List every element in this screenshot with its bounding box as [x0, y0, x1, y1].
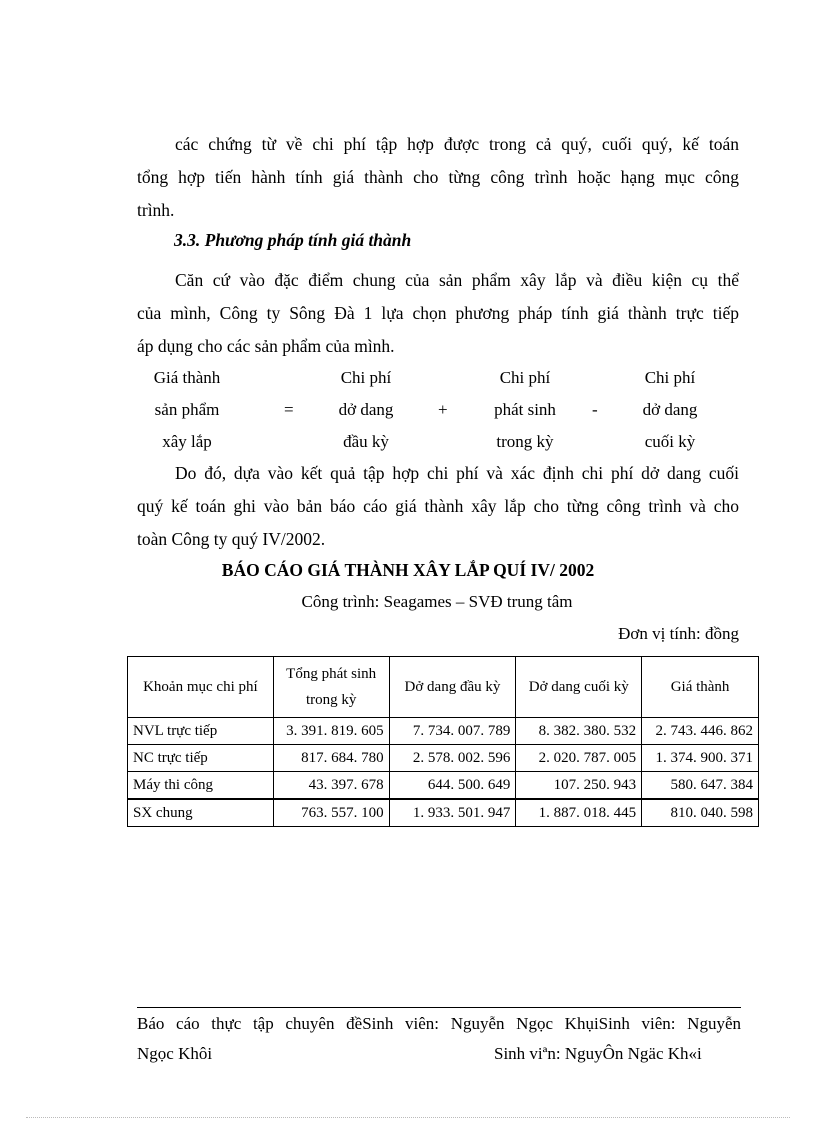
table-cell: 107. 250. 943: [516, 772, 642, 800]
paragraph-line: quý kế toán ghi vào bản báo cáo giá thành xây lắp cho từng công trình và cho: [137, 496, 739, 516]
formula-equals: =: [284, 400, 294, 419]
page-footer: [137, 1009, 741, 1069]
formula-minus: -: [592, 400, 598, 419]
table-cell: 1. 887. 018. 445: [516, 799, 642, 827]
formula-term-gia-thanh: Giá thành sản phẩm xây lắp: [153, 368, 221, 451]
header-cell: Giá thành: [642, 657, 759, 718]
paragraph-can-cu: [137, 264, 739, 363]
formula-term-dau-ky: Chi phí dở dang đầu kỳ: [338, 368, 394, 451]
paragraph-line: của mình, Công ty Sông Đà 1 lựa chọn phương pháp tính giá thành trực tiếp: [137, 303, 739, 323]
table-cell: NC trực tiếp: [128, 745, 274, 772]
footer-divider: [137, 1007, 741, 1008]
table-cell: 817. 684. 780: [273, 745, 389, 772]
paragraph-do-do: [137, 457, 739, 556]
formula-term-phat-sinh: Chi phí phát sinh trong kỳ: [494, 368, 556, 451]
paragraph-line: toàn Công ty quý IV/2002.: [137, 529, 326, 549]
report-subtitle: Công trình: Seagames – SVĐ trung tâm: [301, 592, 573, 611]
report-unit: Đơn vị tính: đồng: [618, 624, 739, 643]
header-cell: Dở dang đầu kỳ: [389, 657, 516, 718]
paragraph-line: tổng hợp tiến hành tính giá thành cho từng công trình hoặc hạng mục công: [137, 167, 739, 187]
paragraph-line: Căn cứ vào đặc điểm chung của sản phẩm xây lắp và điều kiện cụ thể: [175, 270, 739, 290]
section-heading: 3.3. Phương pháp tính giá thành: [174, 230, 412, 250]
table-row: [128, 772, 759, 800]
cost-formula: [137, 362, 739, 462]
cost-report-table: [127, 656, 759, 827]
table-cell: 43. 397. 678: [273, 772, 389, 800]
table-cell: 644. 500. 649: [389, 772, 516, 800]
table-cell: NVL trực tiếp: [128, 718, 274, 745]
table-cell: 8. 382. 380. 532: [516, 718, 642, 745]
formula-plus: +: [438, 400, 448, 419]
paragraph-line: Do đó, dựa vào kết quả tập hợp chi phí và xác định chi phí dở dang cuối: [175, 463, 739, 483]
table-cell: Máy thi công: [128, 772, 274, 800]
table-cell: 580. 647. 384: [642, 772, 759, 800]
table-cell: 763. 557. 100: [273, 799, 389, 827]
paragraph-line: áp dụng cho các sản phẩm của mình.: [137, 336, 395, 356]
formula-term-cuoi-ky: Chi phí dở dang cuối kỳ: [642, 368, 698, 451]
table-cell: 7. 734. 007. 789: [389, 718, 516, 745]
table-cell: SX chung: [128, 799, 274, 827]
footer-line-2: [137, 1039, 741, 1069]
table-row: [128, 745, 759, 772]
footer-line-1: Báo cáo thực tập chuyên đềSinh viên: Nguyễn Ngọc KhụiSinh viên: Nguyễn: [137, 1014, 741, 1033]
table-cell: 1. 933. 501. 947: [389, 799, 516, 827]
footer-author-encoded: Sinh viªn: NguyÔn Ngäc Kh«i: [494, 1044, 702, 1063]
table-cell: 2. 020. 787. 005: [516, 745, 642, 772]
table-header-row: [128, 657, 759, 718]
table-cell: 2. 743. 446. 862: [642, 718, 759, 745]
paragraph-line: trình.: [137, 200, 175, 220]
table-cell: 1. 374. 900. 371: [642, 745, 759, 772]
page-bottom-divider: [26, 1117, 790, 1118]
table-row: [128, 799, 759, 827]
table-row: [128, 718, 759, 745]
paragraph-chung-tu: [137, 128, 739, 227]
header-cell: Dở dang cuối kỳ: [516, 657, 642, 718]
table-cell: 810. 040. 598: [642, 799, 759, 827]
footer-author: Ngọc Khôi: [137, 1044, 213, 1063]
table-cell: 3. 391. 819. 605: [273, 718, 389, 745]
report-title: BÁO CÁO GIÁ THÀNH XÂY LẮP QUÍ IV/ 2002: [221, 560, 595, 580]
table-cell: 2. 578. 002. 596: [389, 745, 516, 772]
paragraph-line: các chứng từ về chi phí tập hợp được trong cả quý, cuối quý, kế toán: [175, 134, 739, 154]
header-cell: Tổng phát sinh trong kỳ: [273, 657, 389, 718]
header-cell: Khoản mục chi phí: [128, 657, 274, 718]
